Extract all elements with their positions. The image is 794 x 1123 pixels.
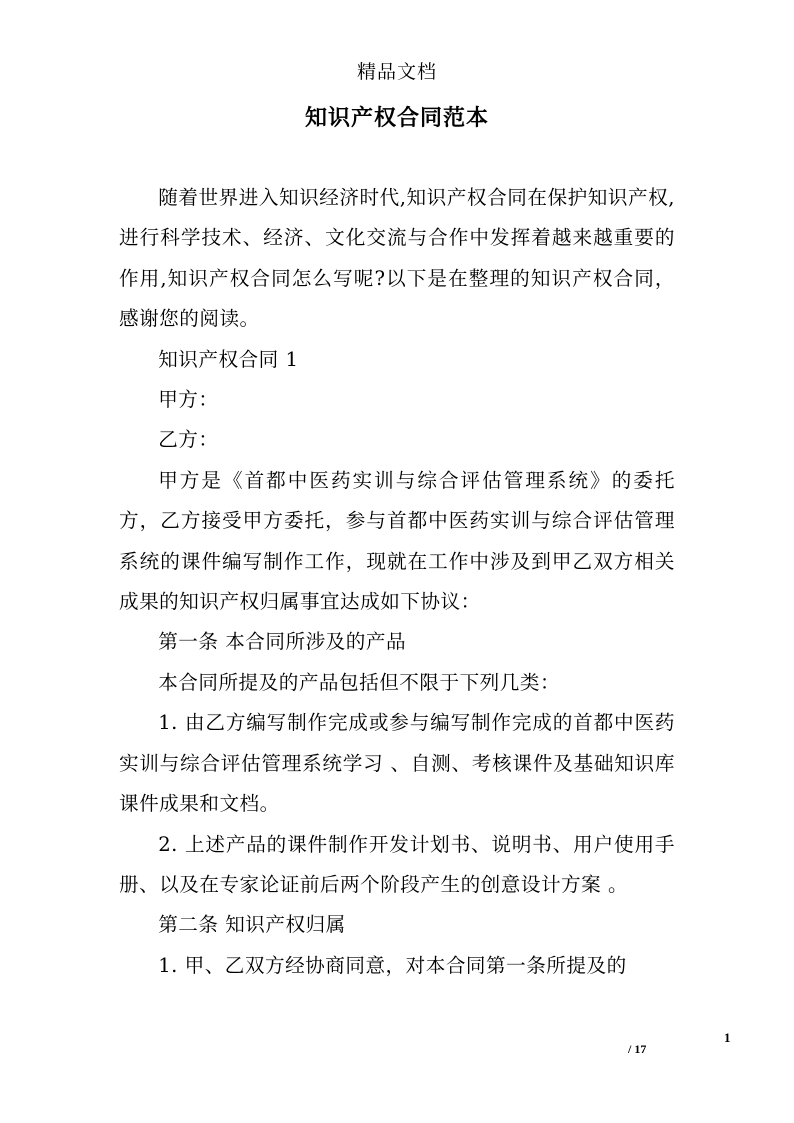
page-total: / 17	[628, 1042, 647, 1056]
paragraph: 1. 由乙方编写制作完成或参与编写制作完成的首都中医药实训与综合评估管理系统学习 、自测、考核课件及基础知识库课件成果和文档。	[119, 711, 675, 816]
document-title: 知识产权合同范本	[304, 105, 489, 131]
paragraph: 1. 甲、乙双方经协商同意，对本合同第一条所提及的	[158, 953, 627, 977]
paragraph: 随着世界进入知识经济时代,知识产权合同在保护知识产权,进行科学技术、经济、文化交流与合作中发挥着越来越重要的作用,知识产权合同怎么写呢?以下是在整理的知识产权合同，感谢您的阅读。	[119, 186, 675, 331]
paragraph: 甲方：	[158, 388, 219, 412]
paragraph: 知识产权合同 1	[158, 347, 299, 371]
paragraph: 第二条 知识产权归属	[158, 913, 346, 937]
paragraph: 乙方：	[158, 428, 219, 452]
paragraph: 第一条 本合同所涉及的产品	[158, 630, 407, 654]
paragraph: 甲方是《首都中医药实训与综合评估管理系统》的委托方，乙方接受甲方委托，参与首都中医药实训与综合评估管理系统的课件编写制作工作，现就在工作中涉及到甲乙双方相关成果的知识产权归属事宜达成如下协议：	[119, 468, 675, 614]
page-number: 1	[724, 1030, 731, 1045]
header-title: 精品文档	[356, 61, 437, 83]
document-body	[119, 178, 675, 986]
paragraph: 2. 上述产品的课件制作开发计划书、说明书、用户使用手册、以及在专家论证前后两个阶段产生的创意设计方案 。	[119, 832, 675, 896]
paragraph: 本合同所提及的产品包括但不限于下列几类：	[158, 670, 561, 694]
